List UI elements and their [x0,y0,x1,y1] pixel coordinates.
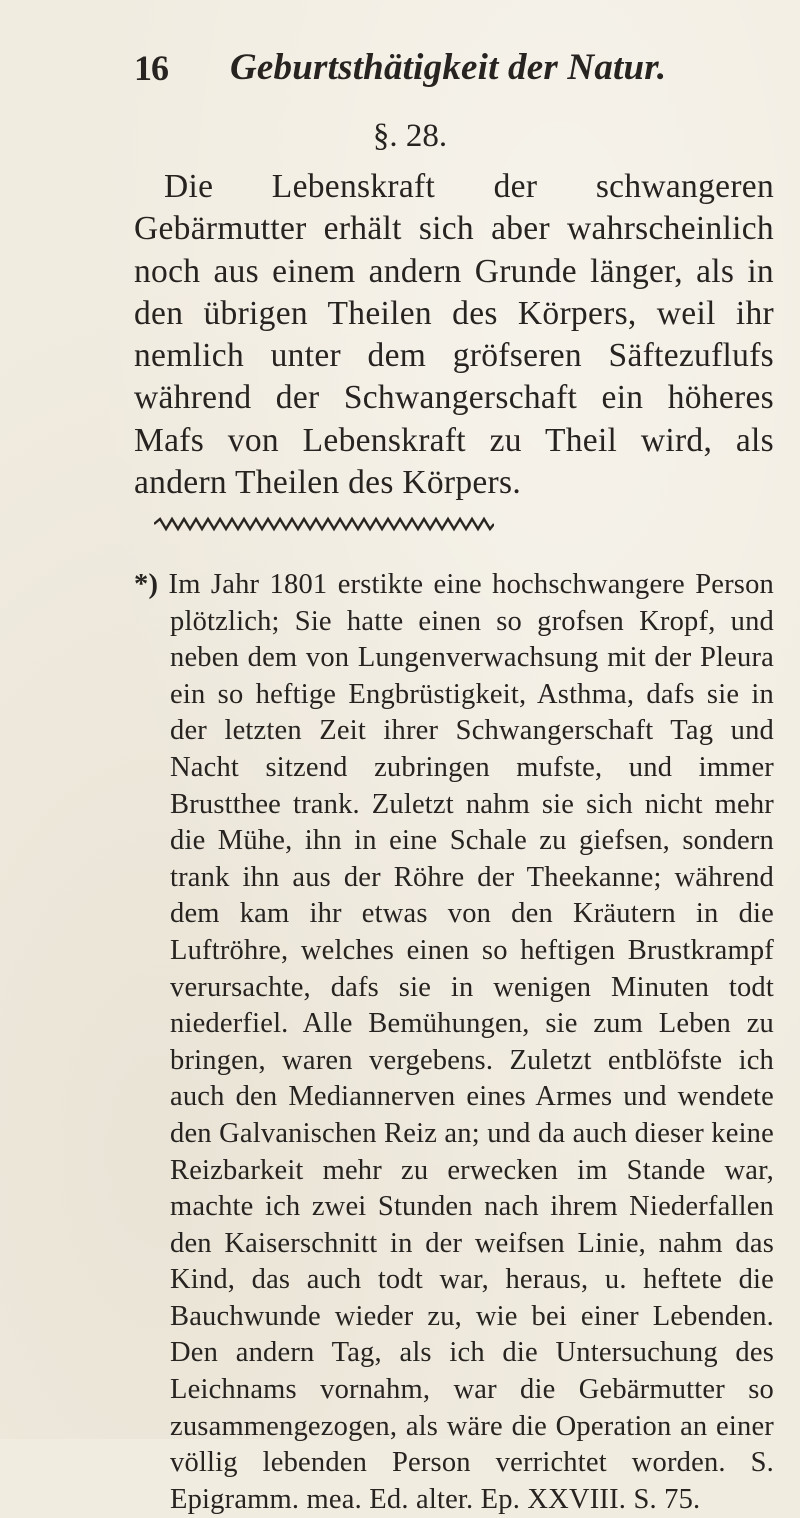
running-title: Geburtsthätigkeit der Natur. [230,47,667,88]
decorative-rule-zigzag [154,519,494,529]
section-heading: §. 28. [372,118,448,154]
footnote-body [134,567,774,1518]
footnote-text: Im Jahr 1801 erstikte eine hochschwangere Person plötzlich; Sie hatte einen so grofsen Kropf, und neben dem von Lungenverwachsung mit der Pleura ein so heftige Engbrüstigkeit, Asthma, dafs sie in der letzten Zeit ihrer Schwangerschaft Tag und Nacht sitzend zubringen mufste, und immer Brustthee trank. Zuletzt nahm sie sich nicht mehr die Mühe, ihn in eine Schale zu giefsen, sondern trank ihn aus der Röhre der Theekanne; während dem kam ihr etwas von den Kräutern in die Luftröhre, welches einen so heftigen Brustkrampf verursachte, dafs sie in wenigen Minuten todt niederfiel. Alle Bemühungen, sie zum Leben zu bringen, waren vergebens. Zuletzt entblöfste ich auch den Mediannerven eines Armes und wendete den Galvanischen Reiz an; und da auch dieser keine Reizbarkeit mehr zu erwecken im Stande war, machte ich zwei Stunden nach ihrem Niederfallen den Kaiserschnitt in der weifsen Linie, nahm das Kind, das auch todt war, heraus, u. heftete die Bauchwunde wieder zu, wie bei einer Lebenden. Den andern Tag, als ich die Untersuchung des Leichnams vornahm, war die Gebärmutter so zusammengezogen, als wäre die Operation an einer völlig lebenden Person verrichtet worden. S. Epigramm. mea. Ed. alter. Ep. XXVIII. S. 75. [168,569,775,1515]
page-number: 16 [134,48,168,88]
footnote [134,567,774,1518]
main-paragraph [134,166,774,504]
footnote-first [134,569,169,600]
decorative-rule [154,516,494,532]
footnote-marker: *) [134,569,159,600]
page-header [134,48,774,98]
main-paragraph-text: Die Lebenskraft der schwangeren Gebärmutter erhält sich aber wahrscheinlich noch aus einem andern Grunde länger, als in den übrigen Theilen des Körpers, weil ihr nemlich unter dem gröfseren Säftezuflufs während der Schwangerschaft ein höheres Mafs von Lebenskraft zu Theil wird, als andern Theilen des Körpers. [134,168,774,502]
